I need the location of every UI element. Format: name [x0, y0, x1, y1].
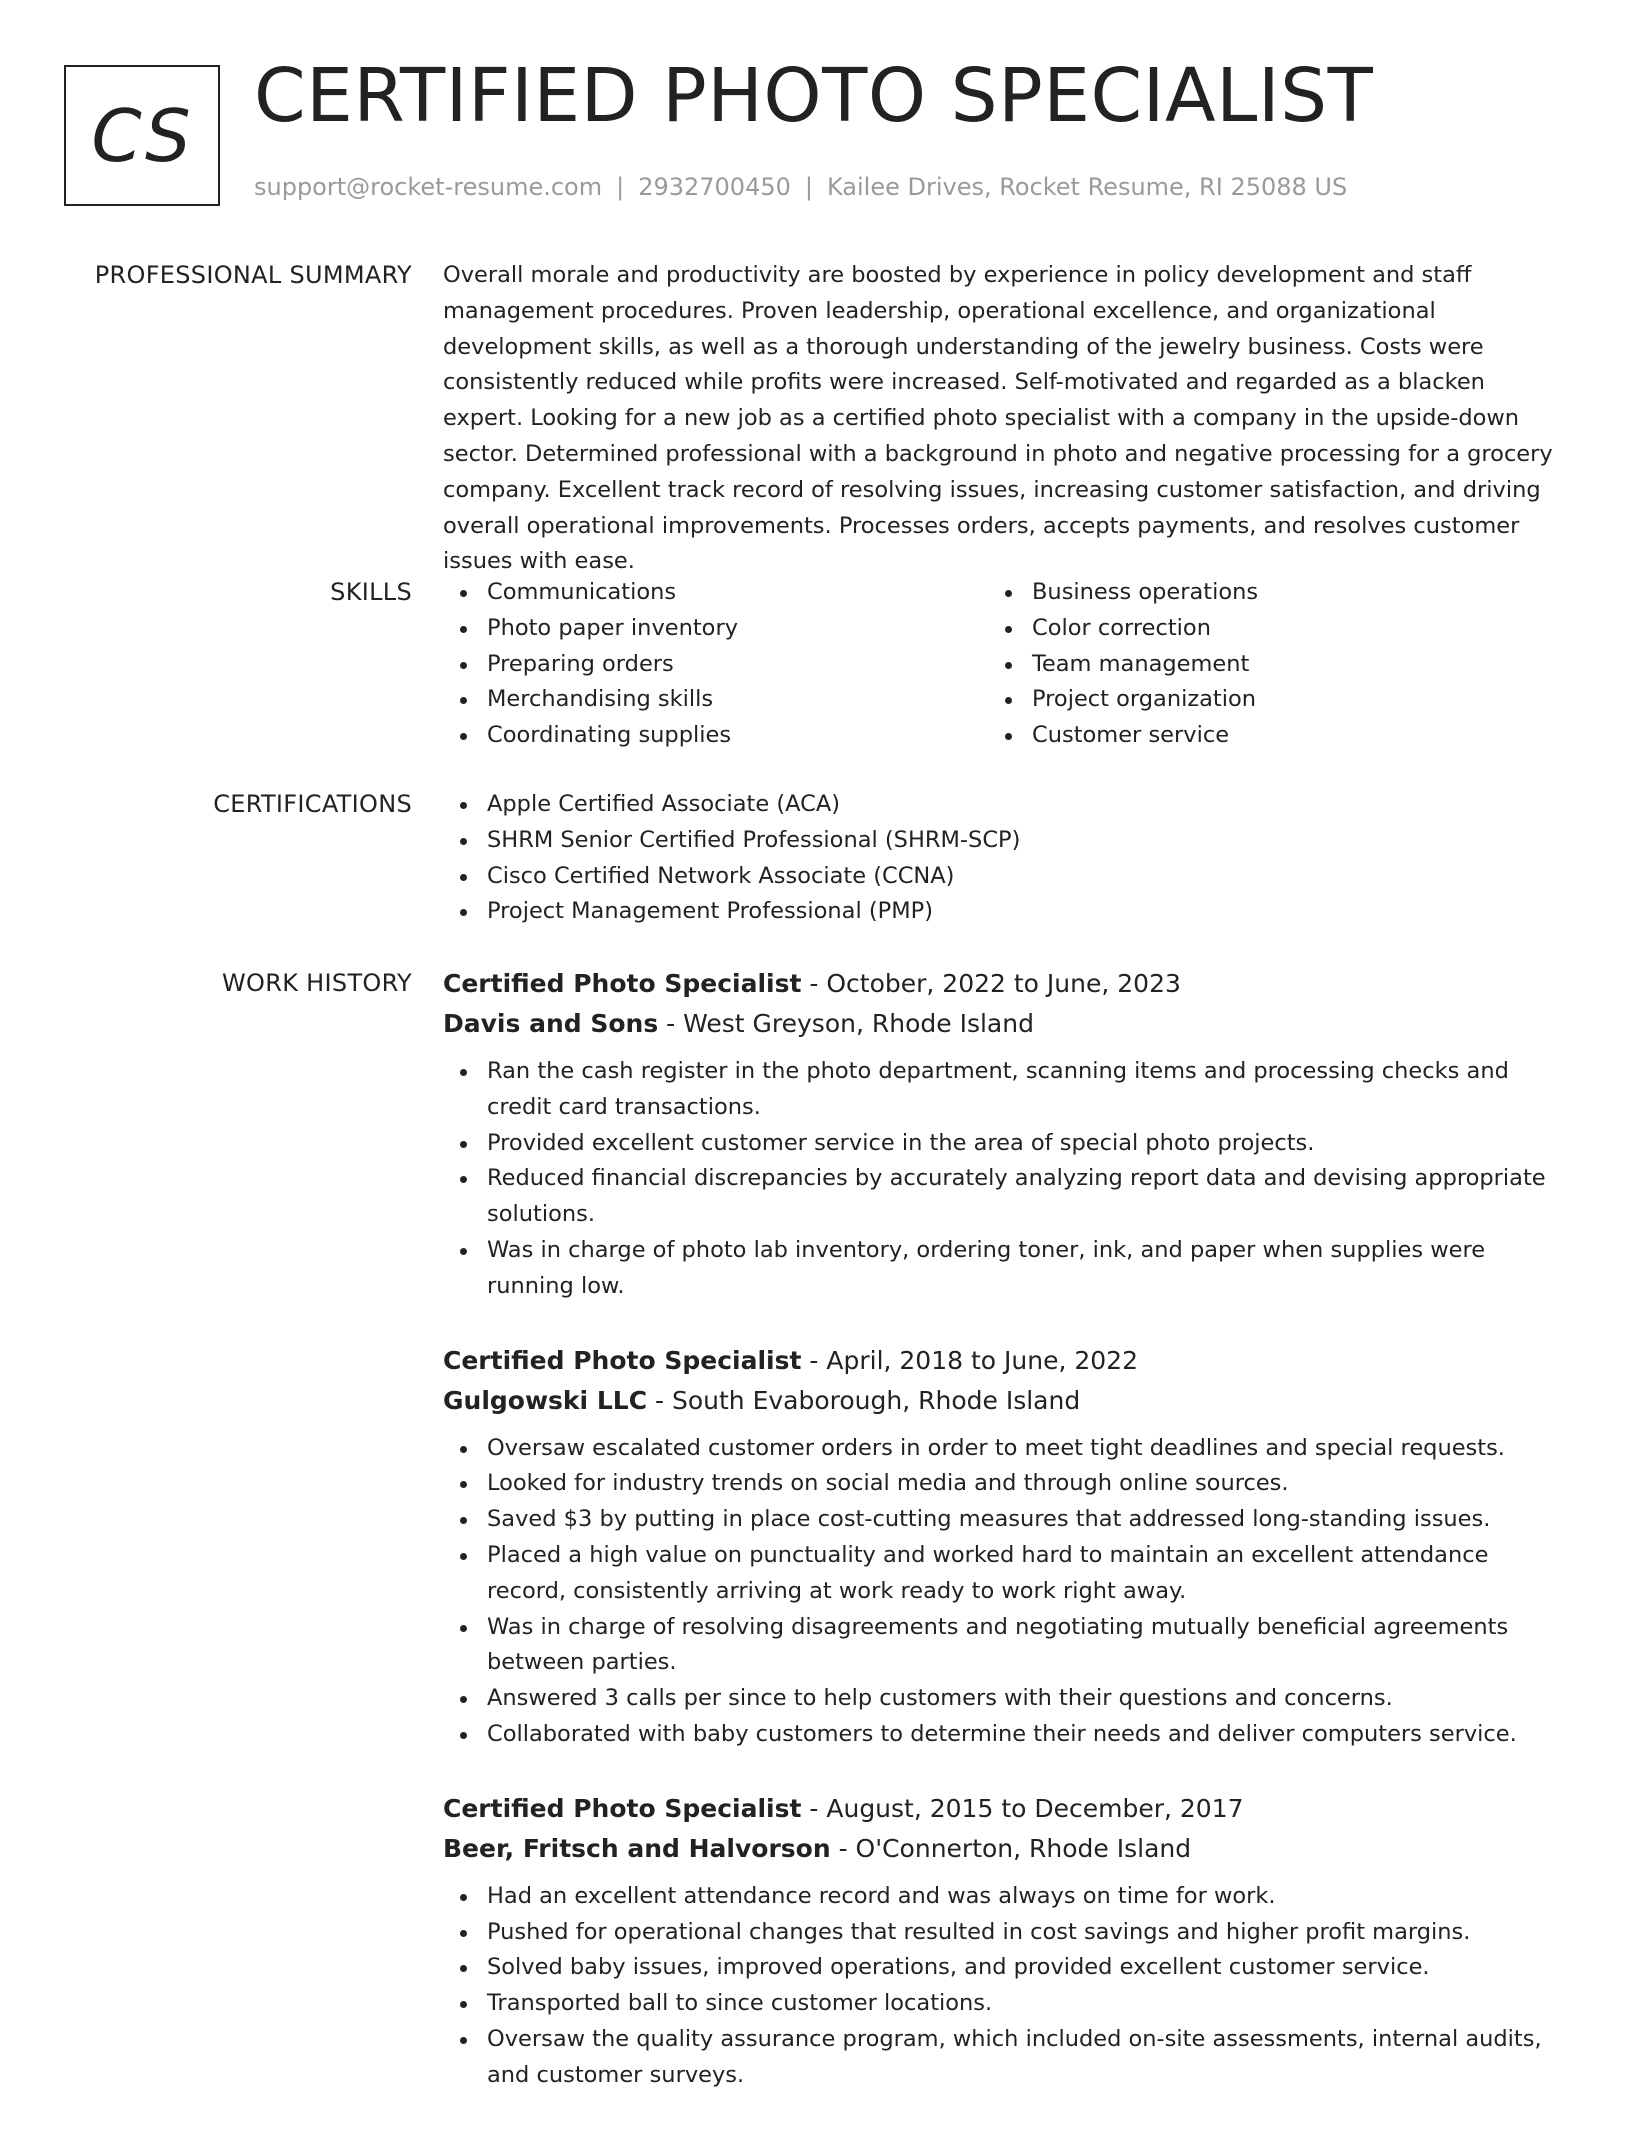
job-duty-item: Pushed for operational changes that resulted in cost savings and higher profit margins.: [443, 1915, 1558, 1951]
skill-item: Coordinating supplies: [443, 718, 988, 754]
job-location: - O'Connerton, Rhode Island: [830, 1833, 1192, 1863]
job-location: - West Greyson, Rhode Island: [658, 1009, 1034, 1038]
job-duty-item: Was in charge of resolving disagreements and negotiating mutually beneficial agreements between parties.: [443, 1610, 1558, 1682]
summary-text: Overall morale and productivity are boosted by experience in policy development and staff management procedures. Proven leadership, operational excellence, and organizational development skills, as well as a thorough understanding of the jewelry business. Costs were consistently reduced while profits were increased. Self-motivated and regarded as a blacken expert. Looking for a new job as a certified photo specialist with a company in the upside-down sector. Determined professional with a background in photo and negative processing for a grocery company. Excellent track record of resolving issues, increasing customer satisfaction, and driving overall operational improvements. Processes orders, accepts payments, and resolves customer issues with ease.: [443, 262, 1553, 575]
job-duty-item: Was in charge of photo lab inventory, ordering toner, ink, and paper when supplies were running low.: [443, 1233, 1558, 1305]
job-role-line: [443, 964, 1558, 1004]
job-role: Certified Photo Specialist: [443, 1345, 802, 1375]
job-company-line: [443, 1381, 1558, 1421]
job-role-line: [443, 1789, 1558, 1829]
certification-item: Cisco Certified Network Associate (CCNA): [443, 859, 1558, 895]
job-entry: [443, 1341, 1558, 1753]
certification-item: Apple Certified Associate (ACA): [443, 787, 1558, 823]
job-location: - South Evaborough, Rhode Island: [647, 1385, 1081, 1415]
job-duty-item: Ran the cash register in the photo department, scanning items and processing checks and credit card transactions.: [443, 1054, 1558, 1126]
section-title-summary: PROFESSIONAL SUMMARY: [94, 261, 412, 289]
contact-email: support@rocket-resume.com: [254, 173, 603, 201]
job-duty-item: Oversaw escalated customer orders in order to meet tight deadlines and special requests.: [443, 1431, 1558, 1467]
job-entry: [443, 1789, 1558, 2094]
job-role: Certified Photo Specialist: [443, 969, 802, 998]
job-duty-item: Placed a high value on punctuality and worked hard to maintain an excellent attendance record, consistently arriving at work ready to work right away.: [443, 1538, 1558, 1610]
job-duties: [443, 1879, 1558, 2094]
skill-item: Business operations: [988, 575, 1533, 611]
job-company-line: [443, 1004, 1558, 1044]
skill-item: Customer service: [988, 718, 1533, 754]
contact-line: [254, 173, 1347, 201]
section-title-work-history: WORK HISTORY: [222, 969, 412, 997]
skill-item: Team management: [988, 647, 1533, 683]
contact-separator: |: [616, 173, 625, 201]
monogram-box: [64, 65, 220, 206]
job-company: Beer, Fritsch and Halvorson: [443, 1833, 831, 1863]
job-entry: [443, 964, 1558, 1305]
skill-item: Color correction: [988, 611, 1533, 647]
skill-item: Photo paper inventory: [443, 611, 988, 647]
skills-list-right: [988, 575, 1533, 754]
skill-item: Communications: [443, 575, 988, 611]
job-role-line: [443, 1341, 1558, 1381]
job-company: Gulgowski LLC: [443, 1385, 648, 1415]
job-duty-item: Answered 3 calls per since to help customers with their questions and concerns.: [443, 1681, 1558, 1717]
contact-separator: |: [804, 173, 813, 201]
contact-address: Kailee Drives, Rocket Resume, RI 25088 US: [826, 173, 1348, 201]
skill-item: Project organization: [988, 682, 1533, 718]
job-duty-item: Reduced financial discrepancies by accurately analyzing report data and devising appropriate solutions.: [443, 1161, 1558, 1233]
job-dates: - October, 2022 to June, 2023: [801, 969, 1181, 998]
job-dates: - August, 2015 to December, 2017: [801, 1793, 1244, 1823]
job-dates: - April, 2018 to June, 2022: [801, 1345, 1138, 1375]
job-duty-item: Provided excellent customer service in the area of special photo projects.: [443, 1126, 1558, 1162]
section-title-skills: SKILLS: [330, 578, 412, 606]
job-duties: [443, 1054, 1558, 1305]
resume-title: CERTIFIED PHOTO SPECIALIST: [254, 53, 1374, 139]
certification-item: SHRM Senior Certified Professional (SHRM-SCP): [443, 823, 1558, 859]
job-company-line: [443, 1829, 1558, 1869]
skill-item: Merchandising skills: [443, 682, 988, 718]
job-duties: [443, 1431, 1558, 1753]
job-role: Certified Photo Specialist: [443, 1793, 802, 1823]
certifications-list: [443, 787, 1558, 930]
job-duty-item: Solved baby issues, improved operations, and provided excellent customer service.: [443, 1950, 1558, 1986]
job-duty-item: Looked for industry trends on social media and through online sources.: [443, 1466, 1558, 1502]
contact-phone: 2932700450: [638, 173, 791, 201]
job-duty-item: Oversaw the quality assurance program, which included on-site assessments, internal audits, and customer surveys.: [443, 2022, 1558, 2094]
skills-list-left: [443, 575, 988, 754]
job-company: Davis and Sons: [443, 1009, 659, 1038]
certification-item: Project Management Professional (PMP): [443, 894, 1558, 930]
skill-item: Preparing orders: [443, 647, 988, 683]
job-duty-item: Saved $3 by putting in place cost-cutting measures that addressed long-standing issues.: [443, 1502, 1558, 1538]
job-duty-item: Had an excellent attendance record and was always on time for work.: [443, 1879, 1558, 1915]
job-duty-item: Transported ball to since customer locations.: [443, 1986, 1558, 2022]
section-title-certifications: CERTIFICATIONS: [213, 790, 412, 818]
job-duty-item: Collaborated with baby customers to determine their needs and deliver computers service.: [443, 1717, 1558, 1753]
monogram-initials: CS: [91, 93, 193, 178]
